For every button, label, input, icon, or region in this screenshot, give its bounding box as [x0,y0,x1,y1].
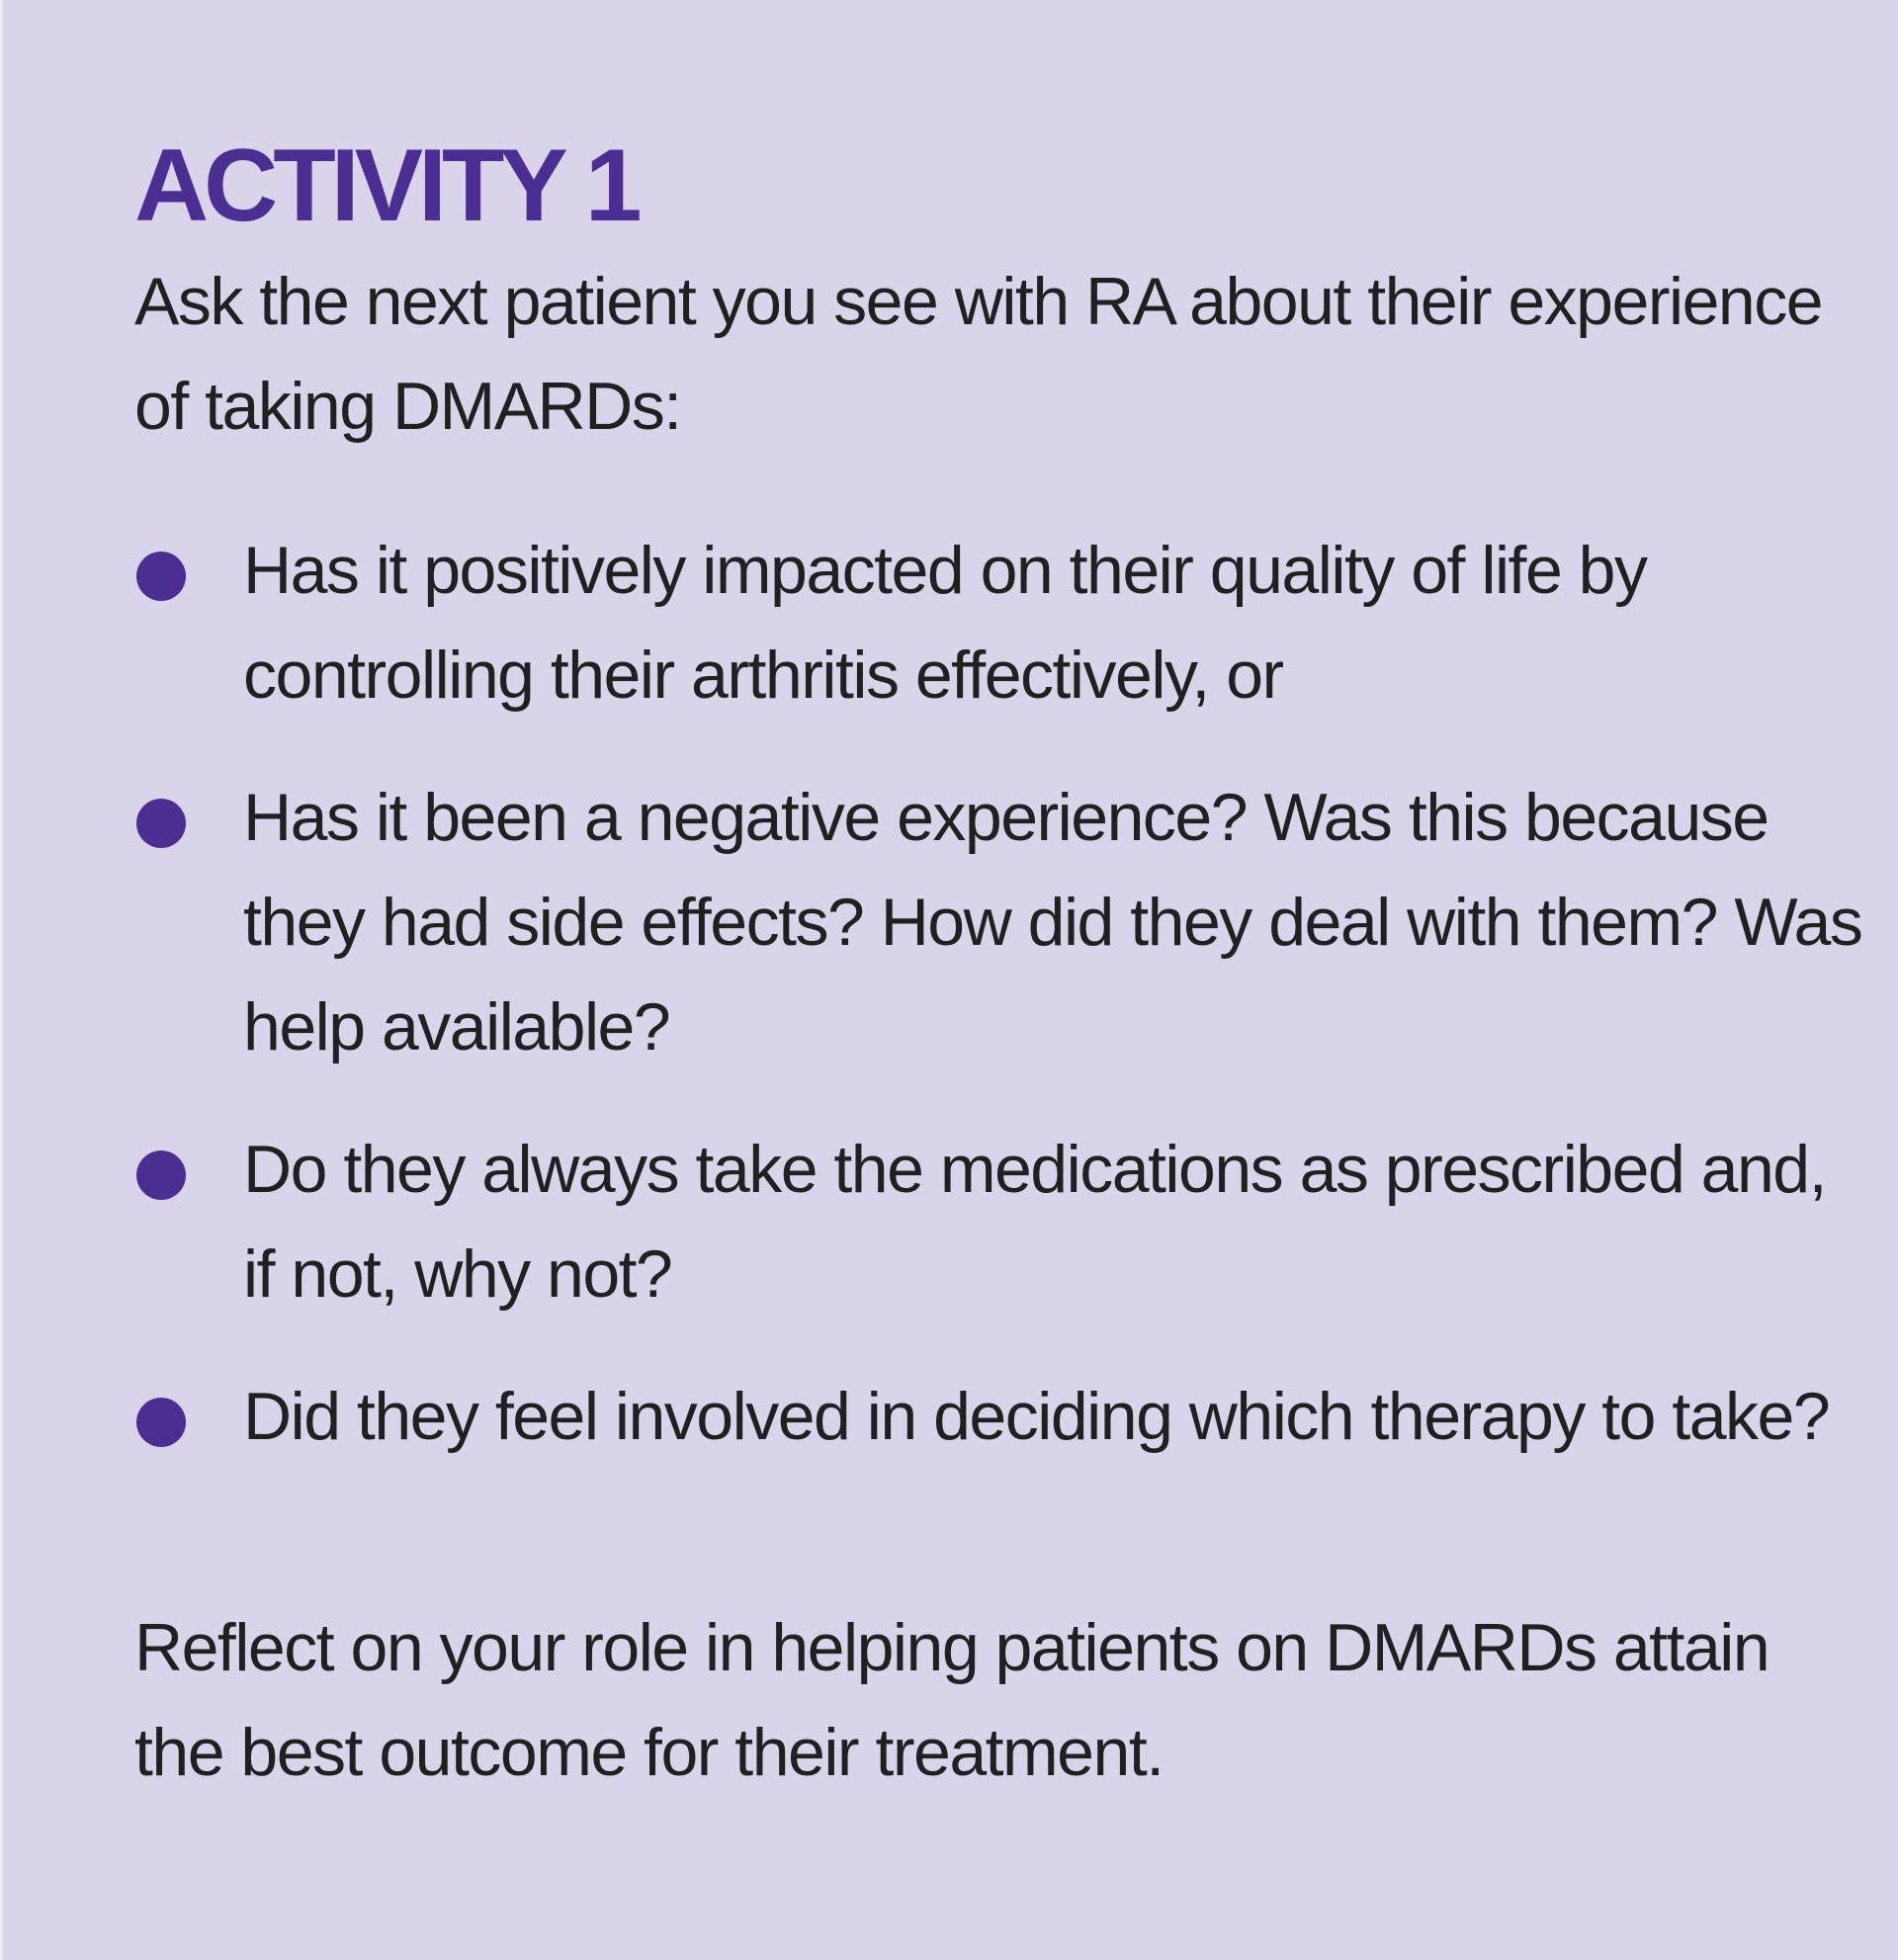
bullet-dot-icon [136,1398,186,1447]
panel-edge [0,0,3,1960]
list-item-text: Do they always take the medications as prescribed and, if not, why not? [243,1132,1827,1312]
list-item-text: Has it positively impacted on their quality of life by controlling their arthritis effectively, or [243,533,1647,713]
bullet-dot-icon [136,1150,186,1200]
bullet-dot-icon [136,799,186,848]
activity-closing: Reflect on your role in helping patients on DMARDs attain the best outcome for their treatment. [134,1610,1769,1790]
list-item-text: Did they feel involved in deciding which therapy to take? [243,1379,1830,1454]
activity-intro: Ask the next patient you see with RA about their experience of taking DMARDs: [134,264,1823,444]
bullet-dot-icon [136,552,186,601]
activity-title: ACTIVITY 1 [134,128,638,243]
list-item-text: Has it been a negative experience? Was this because they had side effects? How did they deal with them? Was help available? [243,780,1862,1065]
